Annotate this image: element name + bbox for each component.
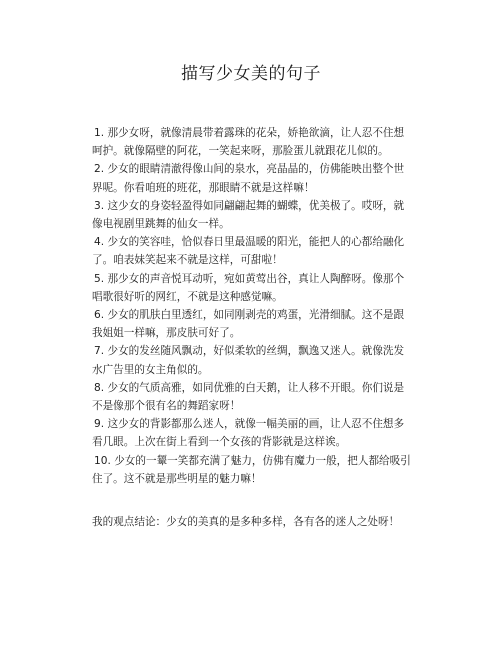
paragraph-10: 10. 少女的一颦一笑都充满了魅力，仿佛有魔力一般，把人都给吸引住了。这不就是那些明星的魅力嘛！ xyxy=(92,454,411,485)
paragraph-9: 9. 这少女的背影都那么迷人，就像一幅美丽的画，让人忍不住想多看几眼。上次在街上看到一个女孩的背影就是这样诶。 xyxy=(92,418,405,449)
paragraph-8: 8. 少女的气质高雅，如同优雅的白天鹅，让人移不开眼。你们说是不是像那个很有名的舞蹈家呀！ xyxy=(92,381,405,413)
paragraph-6: 6. 少女的肌肤白里透红，如同刚剥壳的鸡蛋，光滑细腻。这不是跟我姐姐一样嘛，那皮肤可好了。 xyxy=(92,309,405,340)
paragraph-7: 7. 少女的发丝随风飘动，好似柔软的丝绸，飘逸又迷人。就像洗发水广告里的女主角似的。 xyxy=(92,345,405,376)
paragraph-4: 4. 少女的笑容哇，恰似春日里最温暖的阳光，能把人的心都给融化了。咱表妹笑起来不就是这样，可甜啦！ xyxy=(92,236,405,267)
conclusion-text: 我的观点结论：少女的美真的是多种多样，各有各的迷人之处呀！ xyxy=(92,516,400,528)
document-title: 描写少女美的句子 xyxy=(181,64,321,84)
document-body xyxy=(92,124,412,488)
paragraph-1: 1. 那少女呀，就像清晨带着露珠的花朵，娇艳欲滴，让人忍不住想呵护。就像隔壁的阿花，一笑起来呀，那脸蛋儿就跟花儿似的。 xyxy=(92,127,405,158)
paragraph-3: 3. 这少女的身姿轻盈得如同翩翩起舞的蝴蝶，优美极了。哎呀，就像电视剧里跳舞的仙女一样。 xyxy=(92,199,405,231)
paragraph-5: 5. 那少女的声音悦耳动听，宛如黄莺出谷，真让人陶醉呀。像那个唱歌很好听的网红，不就是这种感觉嘛。 xyxy=(92,272,405,303)
paragraph-2: 2. 少女的眼睛清澈得像山间的泉水，亮晶晶的，仿佛能映出整个世界呢。你看咱班的班花，那眼睛不就是这样嘛！ xyxy=(92,163,405,194)
